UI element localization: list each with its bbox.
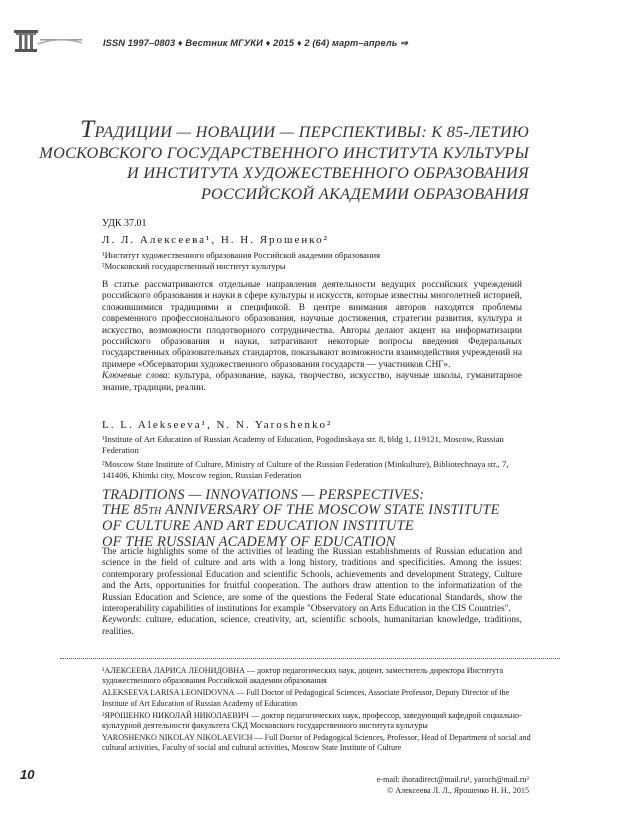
page-number: 10 xyxy=(20,767,35,782)
abstract-ru xyxy=(102,280,522,394)
title-en-line: TRADITIONS — INNOVATIONS — PERSPECTIVES: xyxy=(102,487,425,503)
footnote-item: ¹АЛЕКСЕЕВА ЛАРИСА ЛЕОНИДОВНА — доктор педагогических наук, доцент, заместитель директора Института художественного образования Российской академии образования xyxy=(102,666,504,686)
journal-logo-icon xyxy=(14,26,82,56)
title-en-ordinal: TH xyxy=(148,506,162,518)
footnote-item: ALEKSEEVA LARISA LEONIDOVNA — Full Doctor of Pedagogical Sciences, Associate Professor, Deputy Director of the Institute of Art Education of Russian Academy of Education xyxy=(102,688,510,708)
article-title-en xyxy=(102,488,500,550)
abstract-en xyxy=(102,547,522,638)
title-ru-line: МОСКОВСКОГО ГОСУДАРСТВЕННОГО ИНСТИТУТА КУЛЬТУРЫ xyxy=(39,143,529,162)
title-dropcap: Т xyxy=(80,116,95,143)
running-head: ISSN 1997–0803 ♦ Вестник МГУКИ ♦ 2015 ♦ 2 (64) март–апрель ⇒ xyxy=(103,38,408,48)
keywords-ru-label: Ключевые слова xyxy=(102,371,168,382)
contacts xyxy=(377,775,529,796)
affiliation-en-2: ²Moscow State Institute of Culture, Ministry of Culture of the Russian Federation (Minkulture), Bibliotechnaya str., 7, 141406, Khimki city, Moscow region, Russian Federation xyxy=(102,458,509,481)
title-ru-line: РАДИЦИИ — НОВАЦИИ — ПЕРСПЕКТИВЫ: К 85-ЛЕТИЮ xyxy=(94,123,529,141)
authors-ru: Л. Л. Алексеева¹, Н. Н. Ярошенко² xyxy=(102,234,329,246)
keywords-en-label: Keywords xyxy=(102,615,139,626)
abstract-en-body: The article highlights some of the activities of leading the Russian establishments of Russian education and science in the field of culture and arts with a long history, traditions and specificities. Among the issues: contemporary professional Education and scientific Schools, achievements and development Strategy, Culture and the Arts, opportunities for fruitful cooperation. The authors draw attention to the informatization of the Russian Education and Science, are some of the questions the Federal State educational Standards, show the interoperability capabilities of institutions for example "Observatory on Arts Education in the CIS Countries". xyxy=(102,547,522,615)
affiliation-ru-2: ²Московский государственный институт культуры xyxy=(102,261,286,272)
copyright-line: © Алексеева Л. Л., Ярошенко Н. Н., 2015 xyxy=(387,785,529,795)
authors-en: L. L. Alekseeva¹, N. N. Yaroshenko² xyxy=(102,419,333,431)
footnote-item: ²ЯРОШЕНКО НИКОЛАЙ НИКОЛАЕВИЧ — доктор педагогических наук, профессор, заведующий кафедрой социально-культурной деятельности факультета СКД Московского государственного института культуры xyxy=(102,710,522,731)
udk-code: УДК 37.01 xyxy=(102,218,147,229)
title-en-line: OF THE RUSSIAN ACADEMY OF EDUCATION xyxy=(102,533,396,550)
keywords-en xyxy=(102,615,522,638)
author-footnotes xyxy=(102,666,532,754)
keywords-ru-text: : культура, образование, наука, творчество, искусство, научные школы, гуманитарное знание, традиции, реалии. xyxy=(102,371,522,393)
title-en-line: OF CULTURE AND ART EDUCATION INSTITUTE xyxy=(102,518,414,535)
title-ru-line: РОССИЙСКОЙ АКАДЕМИИ ОБРАЗОВАНИЯ xyxy=(201,184,529,203)
title-en-line: ANNIVERSARY OF THE MOSCOW STATE INSTITUTE xyxy=(161,502,500,519)
affiliation-ru-1: ¹Институт художественного образования Российской академии образования xyxy=(102,250,381,260)
affiliations-ru xyxy=(102,250,380,273)
footnote-divider xyxy=(60,658,560,659)
title-ru-line: И ИНСТИТУТА ХУДОЖЕСТВЕННОГО ОБРАЗОВАНИЯ xyxy=(127,164,529,182)
affiliation-en-1: ¹Institute of Art Education of Russian Academy of Education, Pogodinskaya str. 8, bldg 1, 119121, Moscow, Russian Federation xyxy=(102,434,504,456)
article-title-ru xyxy=(39,116,529,204)
affiliations-en xyxy=(102,434,522,482)
footnote-item: YAROSHENKO NIKOLAY NIKOLAEVICH — Full Doctor of Pedagogical Sciences, Professor, Head of Department of social and cultural activities, Faculty of social and cultural activities, Moscow State Institute of Culture xyxy=(102,733,531,753)
email-line: e-mail: ihoradirect@mail.ru¹, yaroch@mail.ru² xyxy=(376,775,529,784)
abstract-ru-body: В статье рассматриваются отдельные направления деятельности ведущих российских учреждений российского образования и науки в сфере культуры и искусств, которые известны многолетней историей, сложившимися традициями и спецификой. В центре внимания авторов находятся проблемы современного профессионального образования, научные достижения, стратегии развития, культура и искусство, возможности плодотворного сотрудничества. Авторы делают акцент на информатизации российского образования и науки, затрагивают некоторые вопросы введения Федеральных государственных образовательных стандартов, показывают возможности взаимодействия учреждений на примере «Обсерватории художественного образования государств — участников СНГ». xyxy=(102,280,522,370)
keywords-ru xyxy=(102,371,522,394)
keywords-en-text: : culture, education, science, creativity, art, scientific schools, humanitarian knowledge, traditions, realities. xyxy=(102,615,522,637)
title-en-line: THE 85 xyxy=(102,502,149,519)
